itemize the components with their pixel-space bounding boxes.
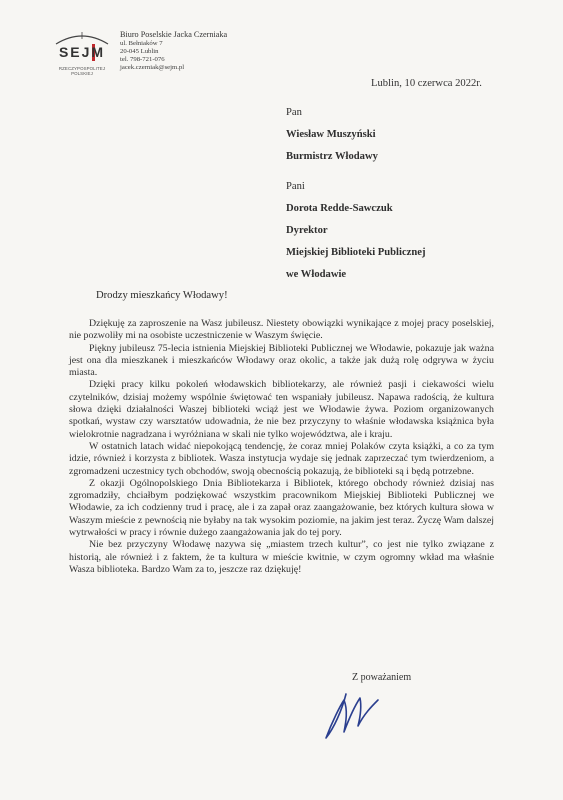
paragraph: Piękny jubileusz 75-lecia istnienia Miejskiej Biblioteki Publicznej we Włodawie, pokazuje jak ważna jest ona dla mieszkanek i mieszkańców Włodawy oraz okolic, a także jak dużą rolę odgrywa w życiu miasta.	[69, 342, 494, 379]
logo-wordmark: SEJM	[58, 44, 106, 60]
office-phone: tel. 798-721-076	[120, 56, 165, 64]
office-title: Biuro Poselskie Jacka Czerniaka	[120, 30, 228, 39]
paragraph: Dziękuję za zaproszenie na Wasz jubileusz. Niestety obowiązki wynikające z mojej pracy poselskiej, nie pozwoliły mi na osobiste uczestniczenie w Waszym święcie.	[69, 318, 494, 342]
address-city: 20-045 Lublin	[120, 48, 159, 56]
recipient-mayor	[286, 102, 378, 168]
office-email: jacek.czerniak@sejm.pl	[120, 64, 185, 72]
closing: Z poważaniem	[352, 672, 412, 683]
recipient-title: Dyrektor	[286, 225, 328, 236]
paragraph: Nie bez przyczyny Włodawę nazywa się „miastem trzech kultur”, co jest nie tylko związane z historią, ale również i z faktem, że ta kultura w mieście kwitnie, w czym ogromny wkład ma właśnie Wasza biblioteka. Bardzo Wam za to, jeszcze raz dziękuję!	[69, 539, 494, 575]
recipient-institution: Miejskiej Biblioteki Publicznej	[286, 247, 426, 258]
recipient-title: Burmistrz Włodawy	[286, 151, 378, 162]
sejm-logo	[48, 30, 116, 80]
recipient-salutation: Pani	[286, 181, 305, 192]
office-address	[120, 30, 227, 72]
letter-date: Lublin, 10 czerwca 2022r.	[371, 78, 482, 89]
logo-subtitle: RZECZYPOSPOLITEJ POLSKIEJ	[58, 66, 106, 76]
recipient-director	[286, 176, 425, 286]
paragraph: Dzięki pracy kilku pokoleń włodawskich bibliotekarzy, ale również pasji i ciekawości wielu czytelników, dzisiaj możemy wspólnie świętować ten wspaniały jubileusz. Napawa radością, że kultura słowa dzięki działalności Waszej biblioteki wciąż jest we Włodawie żywa. Poziom organizowanych spotkań, wystaw czy warsztatów udowadnia, że nie bez przyczyny to właśnie włodawska książnica była wielokrotnie nagradzana i wyróżniana w skali nie tylko województwa, ale i kraju.	[69, 379, 494, 440]
recipient-name: Wiesław Muszyński	[286, 129, 376, 140]
recipient-place: we Włodawie	[286, 269, 347, 280]
recipient-name: Dorota Redde-Sawczuk	[286, 203, 393, 214]
paragraph: W ostatnich latach widać niepokojącą tendencję, że coraz mniej Polaków czyta książki, a co za tym idzie, również i korzysta z bibliotek. Wasza instytucja wydaje się jednak zaprzeczać tym twierdzeniom, a zgromadzeni uczestnicy tych obchodów, swoją obecnością pokazują, że biblioteki są i będą potrzebne.	[69, 440, 494, 477]
handwritten-signature	[316, 676, 406, 752]
letter-body	[69, 318, 494, 576]
paragraph: Z okazji Ogólnopolskiego Dnia Bibliotekarza i Bibliotek, którego obchody również dzisiaj nas zgromadziły, chciałbym podziękować wszystkim pracownikom Miejskiej Biblioteki Publicznej we Włodawie, za ich codzienny trud i pracę, ale i za zapał oraz zaangażowanie, bez których kultura słowa w Waszym mieście z pewnością nie byłaby na tak wysokim poziomie, na jakim jest teraz. Życzę Wam dalszej wytrwałości w pracy i równie dużego zaangażowania jak do tej pory.	[69, 477, 494, 539]
recipient-salutation: Pan	[286, 107, 302, 118]
greeting: Drodzy mieszkańcy Włodawy!	[96, 290, 228, 301]
address-street: ul. Bełniaków 7	[120, 40, 163, 47]
